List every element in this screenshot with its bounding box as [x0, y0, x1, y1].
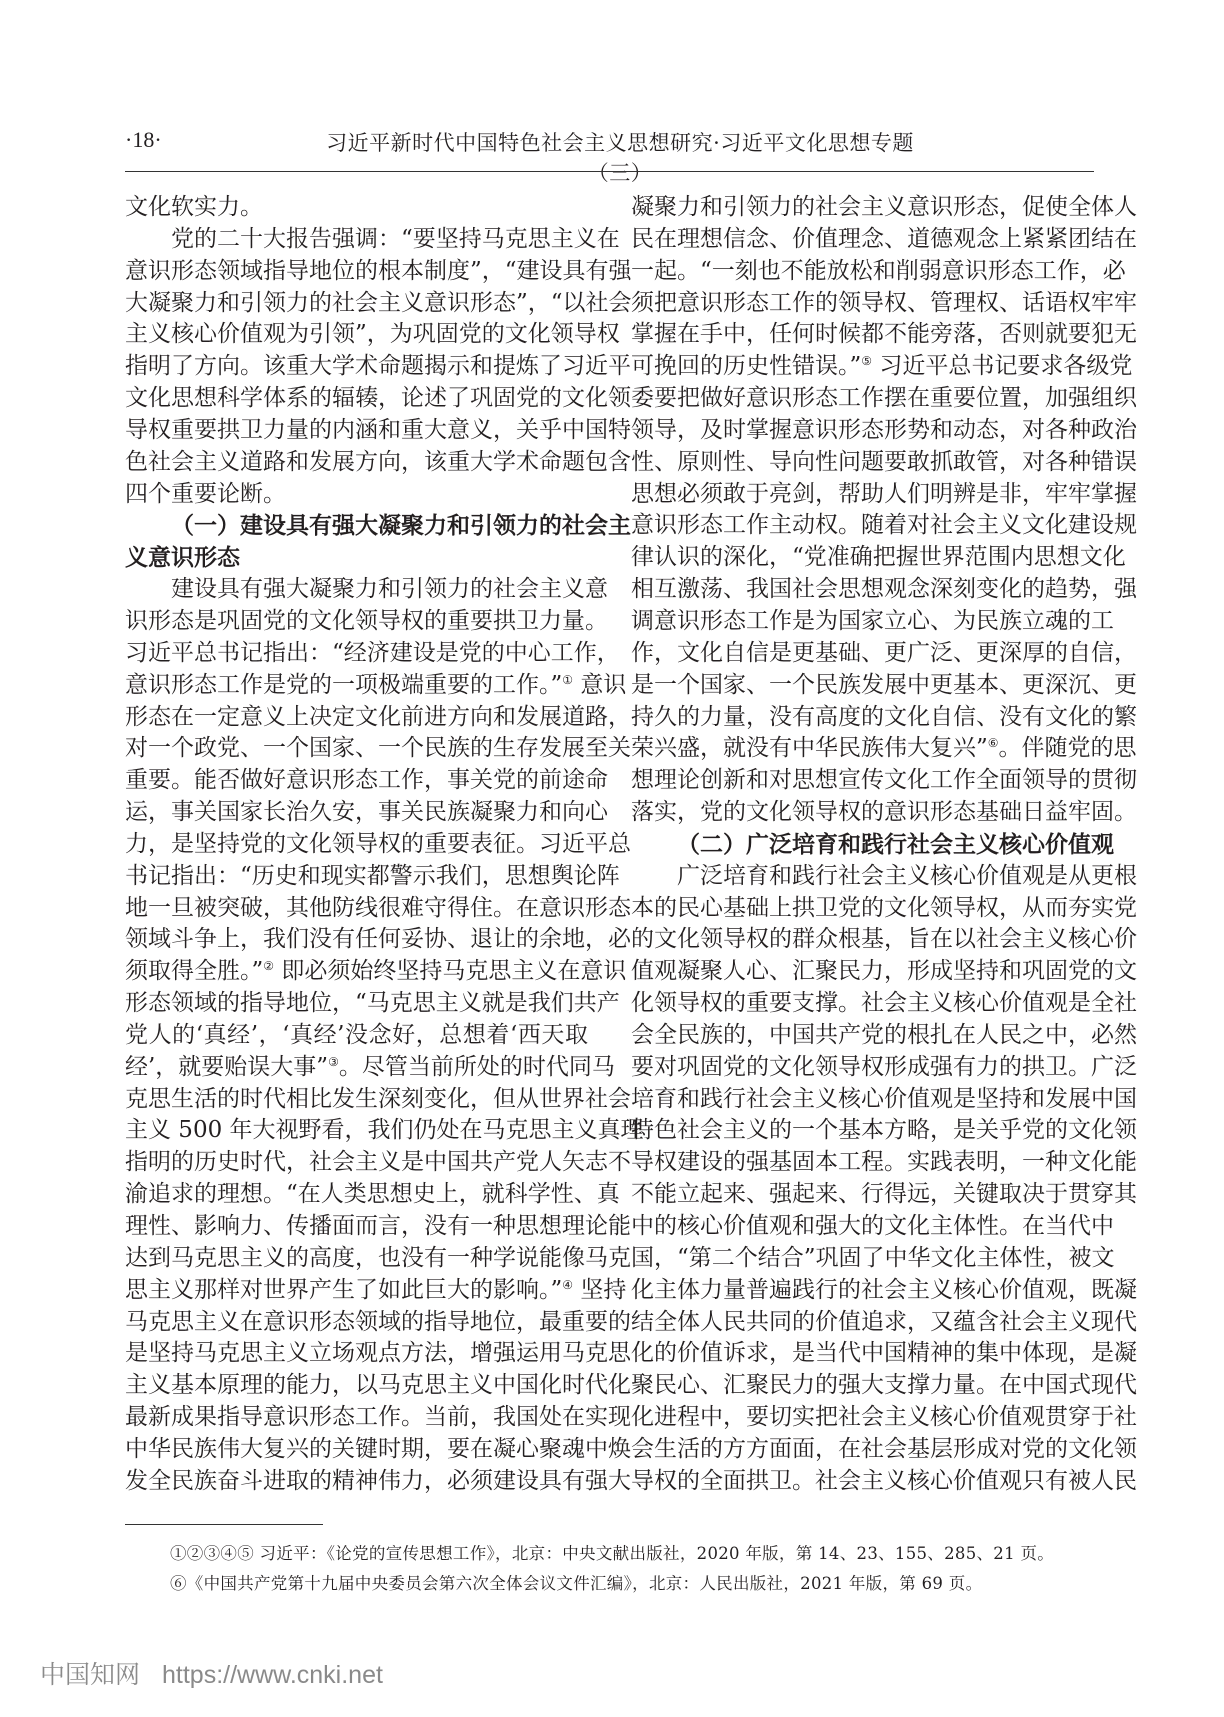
footnote-marker: ⑥: [987, 736, 999, 751]
body-text-line: 指明的历史时代，社会主义是中国共产党人矢志不: [125, 1149, 631, 1176]
body-text-line: 地一旦被突破，其他防线很难守得住。在意识形态: [125, 894, 631, 921]
body-text-line: 聚民心、汇聚民力的强大支撑力量。在中国式现代: [631, 1372, 1137, 1399]
body-text-line: 是一个国家、一个民族发展中更基本、更深沉、更: [631, 671, 1137, 698]
body-text-line: 导权重要拱卫力量的内涵和重大意义，关乎中国特: [125, 416, 631, 443]
body-text-line: 对一个政党、一个国家、一个民族的生存发展至关: [125, 735, 631, 762]
body-text-line: 发全民族奋斗进取的精神伟力，必须建设具有强大: [125, 1467, 631, 1494]
body-text-line: 经’，就要贻误大事”③。尽管当前所处的时代同马: [125, 1053, 615, 1080]
body-text-line: 运，事关国家长治久安，事关民族凝聚力和向心: [125, 799, 608, 826]
body-text-line: 作，文化自信是更基础、更广泛、更深厚的自信，: [631, 639, 1137, 666]
watermark-url: https://www.cnki.net: [162, 1661, 383, 1689]
body-text-line: 化进程中，要切实把社会主义核心价值观贯穿于社: [631, 1404, 1137, 1431]
footnote-1: ①②③④⑤ 习近平：《论党的宣传思想工作》，北京：中央文献出版社，2020 年版，第 14、23、155、285、21 页。: [170, 1544, 1055, 1563]
body-text-line: 色社会主义道路和发展方向，该重大学术命题包含: [125, 448, 631, 475]
body-text-line: 可挽回的历史性错误。”⑤ 习近平总书记要求各级党: [631, 353, 1133, 380]
footnote-marker: ②: [263, 959, 275, 974]
header-rule: [125, 171, 1094, 172]
body-text-line: 落实，党的文化领导权的意识形态基础日益牢固。: [631, 799, 1137, 826]
footnote-marker: ⑤: [861, 354, 873, 369]
body-text-line: 律认识的深化，“党准确把握世界范围内思想文化: [631, 544, 1126, 571]
body-text-line: 重要。能否做好意识形态工作，事关党的前途命: [125, 767, 608, 794]
body-text-line: 中华民族伟大复兴的关键时期，要在凝心聚魂中焕: [125, 1435, 631, 1462]
body-text-line: 想理论创新和对思想宣传文化工作全面领导的贯彻: [631, 767, 1137, 794]
body-text-line: 结全体人民共同的价值追求，又蕴含社会主义现代: [631, 1308, 1137, 1335]
body-text-line: 文化思想科学体系的辐辏，论述了巩固党的文化领: [125, 385, 631, 412]
body-text-line: 主义基本原理的能力，以马克思主义中国化时代化: [125, 1372, 631, 1399]
body-text-line: 是坚持马克思主义立场观点方法，增强运用马克思: [125, 1340, 631, 1367]
body-text-line: 意识形态工作主动权。随着对社会主义文化建设规: [631, 512, 1137, 539]
page-number: ·18·: [125, 127, 162, 152]
body-text-line: 凝聚力和引领力的社会主义意识形态，促使全体人: [631, 194, 1137, 220]
body-text-line: 民在理想信念、价值理念、道德观念上紧紧团结在: [631, 225, 1137, 252]
body-text-line: 文化软实力。: [125, 194, 263, 220]
body-text-line: 须把意识形态工作的领导权、管理权、话语权牢牢: [631, 289, 1137, 316]
body-text-line: 导权的全面拱卫。社会主义核心价值观只有被人民: [631, 1467, 1137, 1494]
body-text-line: 化主体力量普遍践行的社会主义核心价值观，既凝: [631, 1276, 1137, 1303]
body-text-line: 指明了方向。该重大学术命题揭示和提炼了习近平: [125, 353, 631, 380]
body-text-line: 建设具有强大凝聚力和引领力的社会主义意: [171, 576, 608, 603]
footnote-marker: ④: [562, 1277, 574, 1292]
body-text-line: 委要把做好意识形态工作摆在重要位置，加强组织: [631, 385, 1137, 412]
section-heading-line: 义意识形态: [125, 544, 240, 572]
body-text-line: 大凝聚力和引领力的社会主义意识形态”，“以社会: [125, 289, 632, 316]
body-text-line: 主义 500 年大视野看，我们仍处在马克思主义真理: [125, 1117, 644, 1144]
body-text-line: 党人的‘真经’，‘真经’没念好，总想着‘西天取: [125, 1021, 588, 1048]
body-text-line: 思想必须敢于亮剑，帮助人们明辨是非，牢牢掌握: [631, 480, 1137, 507]
right-column: [631, 192, 1137, 1498]
body-text-line: 要对巩固党的文化领导权形成强有力的拱卫。广泛: [631, 1053, 1137, 1080]
body-text-line: 党的二十大报告强调：“要坚持马克思主义在: [171, 225, 620, 252]
body-text-line: 识形态是巩固党的文化领导权的重要拱卫力量。: [125, 607, 608, 634]
section-heading-line: （一）建设具有强大凝聚力和引领力的社会主: [171, 512, 631, 540]
body-text-line: 最新成果指导意识形态工作。当前，我国处在实现: [125, 1404, 631, 1431]
running-header-title: 习近平新时代中国特色社会主义思想研究·习近平文化思想专题（三）: [326, 131, 914, 185]
body-text-line: 化的价值诉求，是当代中国精神的集中体现，是凝: [631, 1340, 1137, 1367]
body-text-line: 特色社会主义的一个基本方略，是关乎党的文化领: [631, 1117, 1137, 1144]
body-text-line: 力，是坚持党的文化领导权的重要表征。习近平总: [125, 830, 631, 857]
body-text-line: 不能立起来、强起来、行得远，关键取决于贯穿其: [631, 1181, 1137, 1208]
footnote-2: ⑥《中国共产党第十九届中央委员会第六次全体会议文件汇编》，北京：人民出版社，2021 年版，第 69 页。: [170, 1574, 983, 1593]
body-text-line: 广泛培育和践行社会主义核心价值观是从更根: [677, 862, 1137, 889]
body-text-line: 调意识形态工作是为国家立心、为民族立魂的工: [631, 607, 1114, 634]
body-text-line: 克思生活的时代相比发生深刻变化，但从世界社会: [125, 1085, 631, 1112]
body-text-line: 培育和践行社会主义核心价值观是坚持和发展中国: [631, 1085, 1137, 1112]
body-text-line: 掌握在手中，任何时候都不能旁落，否则就要犯无: [631, 321, 1137, 348]
body-text-line: 中的核心价值观和强大的文化主体性。在当代中: [631, 1213, 1114, 1239]
body-text-line: 导权建设的强基固本工程。实践表明，一种文化能: [631, 1149, 1137, 1176]
body-text-line: 本的民心基础上拱卫党的文化领导权，从而夯实党: [631, 894, 1137, 921]
body-text-line: 持久的力量，没有高度的文化自信、没有文化的繁: [631, 703, 1137, 730]
body-text-line: 国，“第二个结合”巩固了中华文化主体性，被文: [631, 1244, 1115, 1271]
body-text-line: 理性、影响力、传播面而言，没有一种思想理论能: [125, 1213, 631, 1239]
body-text-line: 书记指出：“历史和现实都警示我们，思想舆论阵: [125, 862, 620, 889]
left-column: [125, 192, 644, 1498]
body-text-line: 意识形态工作是党的一项极端重要的工作。”① 意识: [125, 671, 627, 698]
body-text-line: 主义核心价值观为引领”，为巩固党的文化领导权: [125, 321, 620, 348]
section-heading-line: （二）广泛培育和践行社会主义核心价值观: [677, 830, 1114, 858]
body-text-line: 值观凝聚人心、汇聚民力，形成坚持和巩固党的文: [631, 958, 1137, 985]
body-text-line: 思主义那样对世界产生了如此巨大的影响。”④ 坚持: [125, 1276, 627, 1303]
body-text-line: 领导，及时掌握意识形态形势和动态，对各种政治: [631, 416, 1137, 443]
body-text-line: 形态领域的指导地位，“马克思主义就是我们共产: [125, 990, 620, 1017]
body-text-line: 会全民族的，中国共产党的根扎在人民之中，必然: [631, 1021, 1137, 1048]
body-text-line: 达到马克思主义的高度，也没有一种学说能像马克: [125, 1244, 631, 1271]
body-text-line: 领域斗争上，我们没有任何妥协、退让的余地，必: [125, 926, 631, 953]
footnote-marker: ①: [562, 672, 574, 687]
body-text-line: 习近平总书记指出：“经济建设是党的中心工作，: [125, 639, 620, 666]
body-text-line: 会生活的方方面面，在社会基层形成对党的文化领: [631, 1435, 1137, 1462]
body-text-line: 化领导权的重要支撑。社会主义核心价值观是全社: [631, 990, 1137, 1017]
body-text-line: 须取得全胜。”② 即必须始终坚持马克思主义在意识: [125, 958, 627, 985]
body-text-line: 渝追求的理想。“在人类思想史上，就科学性、真: [125, 1181, 620, 1208]
body-text-line: 四个重要论断。: [125, 480, 286, 507]
body-text-line: 一起。“一刻也不能放松和削弱意识形态工作，必: [631, 257, 1126, 284]
footnote-rule: [125, 1524, 323, 1525]
body-text-line: 马克思主义在意识形态领域的指导地位，最重要的: [125, 1308, 631, 1335]
cnki-watermark: [40, 1655, 383, 1691]
body-text-line: 性、原则性、导向性问题要敢抓敢管，对各种错误: [631, 448, 1137, 475]
body-text-line: 相互激荡、我国社会思想观念深刻变化的趋势，强: [631, 576, 1137, 603]
body-text-line: 意识形态领域指导地位的根本制度”，“建设具有强: [125, 257, 632, 284]
footnote-marker: ③: [328, 1054, 339, 1069]
body-text-line: 荣兴盛，就没有中华民族伟大复兴”⑥。伴随党的思: [631, 735, 1137, 762]
body-text-line: 形态在一定意义上决定文化前进方向和发展道路，: [125, 703, 631, 730]
body-text-line: 的文化领导权的群众根基，旨在以社会主义核心价: [631, 926, 1137, 953]
watermark-brand: 中国知网: [40, 1661, 141, 1689]
